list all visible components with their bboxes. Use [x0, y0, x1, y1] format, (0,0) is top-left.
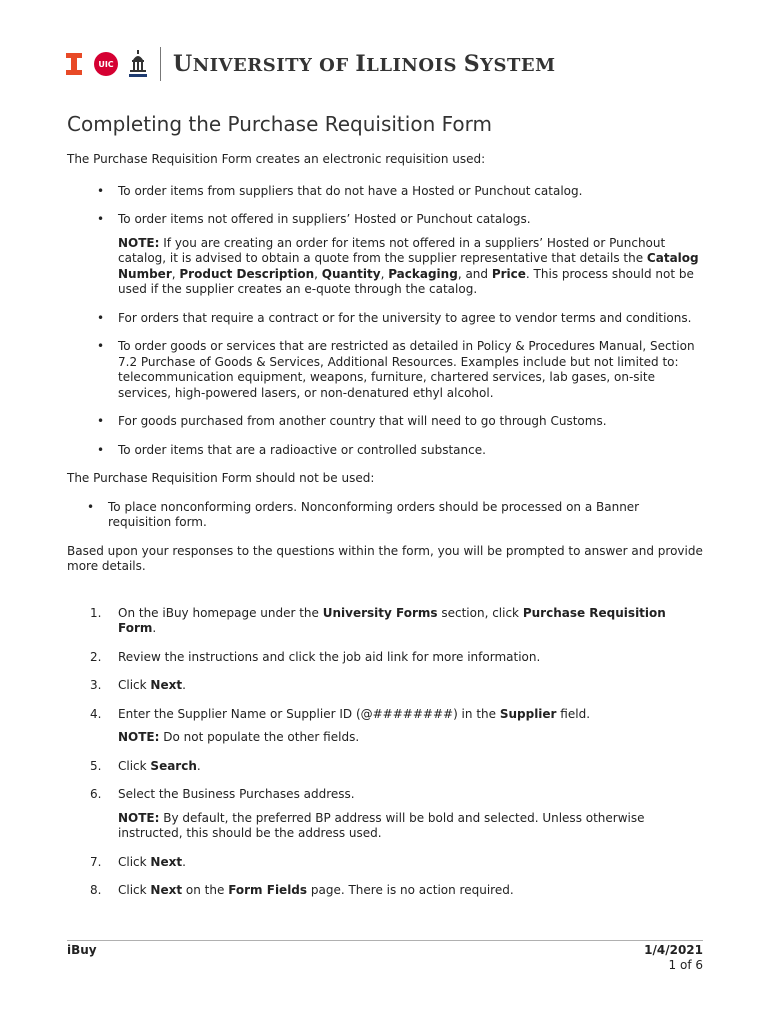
step-item: 6. Select the Business Purchases address. NOTE: By default, the preferred BP address will be bold and selected. Unless otherwise instructed, this should be the address used.: [67, 787, 703, 842]
list-item: • To place nonconforming orders. Nonconforming orders should be processed on a Banner requisition form.: [87, 499, 640, 529]
page-number: 1 of 6: [668, 958, 703, 972]
step-item: 2. Review the instructions and click the job aid link for more information.: [90, 649, 541, 664]
illinois-block-i-logo: [66, 53, 82, 75]
footer-app-name: iBuy: [67, 943, 97, 957]
header-logos: [66, 44, 556, 84]
university-wordmark: UNIVERSITY OF ILLINOIS SYSTEM: [173, 51, 556, 77]
prompt-text: Based upon your responses to the questions within the form, you will be prompted to answer and provide more details.: [67, 543, 703, 573]
steps-list: [67, 606, 703, 899]
bullet-icon: •: [97, 310, 105, 325]
not-used-list: [67, 500, 703, 531]
list-item: • To order items that are a radioactive or controlled substance.: [97, 442, 486, 457]
note-paragraph: NOTE: If you are creating an order for items not offered in a suppliers’ Hosted or Punchout catalog, it is advised to obtain a quote from the supplier representative that details the Catalog Number, Product Description, Quantity, Packaging, and Price. This process should not be used if the supplier creates an e-quote through the catalog.: [118, 235, 699, 296]
bullet-icon: •: [87, 499, 95, 514]
bullet-icon: •: [97, 212, 105, 226]
step-item: 1. On the iBuy homepage under the University Forms section, click Purchase Requisition Form.: [90, 605, 666, 635]
uis-capitol-logo: [128, 50, 148, 78]
list-item: • For goods purchased from another country that will need to go through Customs.: [97, 414, 607, 428]
page-title: Completing the Purchase Requisition Form: [67, 112, 492, 136]
note-paragraph: NOTE: By default, the preferred BP address will be bold and selected. Unless otherwise instructed, this should be the address used.: [118, 810, 645, 840]
bullet-icon: •: [97, 339, 105, 353]
note-paragraph: NOTE: Do not populate the other fields.: [118, 730, 360, 744]
uses-list: [67, 184, 703, 459]
footer-date: 1/4/2021: [644, 943, 703, 957]
uic-logo: UIC: [94, 52, 118, 76]
footer-divider: [67, 940, 703, 941]
step-item: 4. Enter the Supplier Name or Supplier ID (@########) in the Supplier field. NOTE: Do not populate the other fields.: [67, 707, 703, 746]
list-item: • For orders that require a contract or for the university to agree to vendor terms and conditions.: [97, 310, 692, 325]
intro-text: The Purchase Requisition Form creates an electronic requisition used:: [67, 152, 486, 166]
bullet-icon: •: [97, 414, 105, 428]
document-body: [67, 152, 703, 899]
step-item: 7. Click Next.: [90, 854, 186, 869]
list-item: • To order items from suppliers that do not have a Hosted or Punchout catalog.: [97, 183, 583, 198]
step-item: 3. Click Next.: [90, 678, 186, 692]
step-item: 5. Click Search.: [90, 758, 201, 773]
step-item: 8. Click Next on the Form Fields page. There is no action required.: [90, 883, 514, 897]
not-used-intro: The Purchase Requisition Form should not be used:: [67, 471, 375, 485]
bullet-icon: •: [97, 442, 105, 457]
footer-meta: [644, 943, 703, 973]
list-item: • To order items not offered in suppliers’ Hosted or Punchout catalogs. NOTE: If you are creating an order for items not offered in a suppliers’ Hosted or Punchout catalog, it is advised to obtain a quote from the supplier representative that details the Catalog Number, Product Description, Quantity, Packaging, and Price. This process should not be used if the supplier creates an e-quote through the catalog.: [67, 212, 703, 298]
bullet-icon: •: [97, 183, 105, 198]
logo-divider: [160, 47, 161, 81]
list-item: • To order goods or services that are restricted as detailed in Policy & Procedures Manual, Section 7.2 Purchase of Goods & Services, Additional Resources. Examples include but not limited to: telecommunication equipment, weapons, furniture, chartered services, lab gases, on-site services, high-powered lasers, or non-denatured ethyl alcohol.: [97, 339, 695, 400]
